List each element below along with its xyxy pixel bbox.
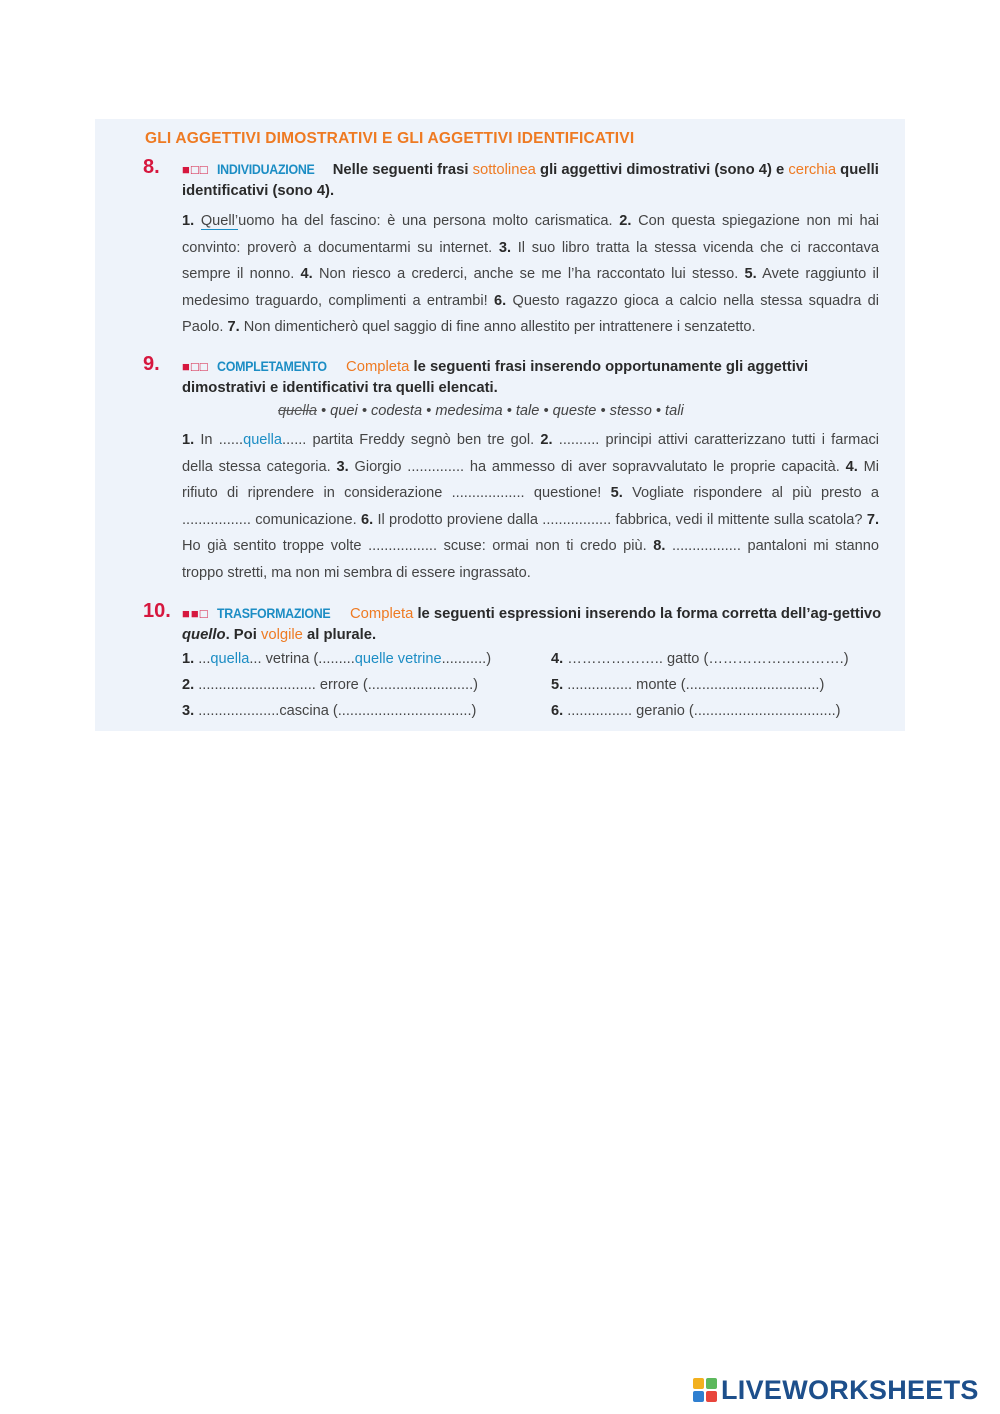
logo-text: LIVEWORKSHEETS: [721, 1374, 979, 1405]
exercise-10-row-4[interactable]: 4. ……………….. gatto (……………………….): [551, 651, 849, 667]
blank-field[interactable]: Il prodotto proviene dalla ................. fabbrica, vedi il mittente sulla scatola?: [377, 511, 863, 528]
exercise-9-sentences: 1. In ......quella...... partita Freddy segnò ben tre gol. 2. .......... principi attivi caratterizzano tutti i farmaci della stessa categoria. 3. Giorgio .............. ha ammesso di aver sopravvalutato le proprie capacità. 4. Mi rifiuto di riprendere in considerazione .................. questione! 5. Vogliate rispondere al più presto a ................. comunicazione. 6. Il prodotto proviene dalla ................. fabbrica, vedi il mittente sulla scatola? 7. Ho già sentito troppe volte ................. scuse: ormai non ti credo più. 8. ................. pantaloni mi stanno troppo stretti, ma non mi sembra di essere ingrassato.: [182, 432, 880, 581]
liveworksheets-logo[interactable]: [693, 1376, 979, 1404]
exercise-9-number: 9.: [143, 353, 160, 375]
exercise-10-row-5[interactable]: 5. ................ monte (.................................): [551, 677, 825, 693]
exercise-10-row-2[interactable]: 2. ............................. errore (..........................): [182, 677, 478, 693]
section-title: GLI AGGETTIVI DIMOSTRATIVI E GLI AGGETTIVI IDENTIFICATIVI: [145, 130, 635, 147]
exercise-9-instructions: ■□□ COMPLETAMENTO Completa le seguenti frasi inserendo opportunamente gli aggettivi dimostrativi e identificativi tra quelli elencati.: [182, 356, 882, 399]
exercise-8-sentences: 1. Quell’uomo ha del fascino: è una persona molto carismatica. 2. Con questa spiegazione non mi hai convinto: proverò a documentarmi su internet. 3. Il suo libro tratta la stessa vicenda che ci raccontava sempre il nonno. 4. Non riesco a crederci, anche se me l’ha raccontato lui stesso. 5. Avete raggiunto il medesimo traguardo, complimenti a entrambi! 6. Questo ragazzo gioca a calcio nella stessa squadra di Paolo. 7. Non dimenticherò quel saggio di fine anno allestito per intrattenere i senzatetto.: [182, 213, 880, 335]
difficulty-icon: ■□□: [182, 359, 209, 374]
exercise-10-row-3[interactable]: 3. ....................cascina (.................................): [182, 703, 477, 719]
exercise-10-row-6[interactable]: 6. ................ geranio (...................................): [551, 703, 841, 719]
blank-field[interactable]: Giorgio .............. ha ammesso di aver sopravvalutato le proprie capacità.: [354, 458, 840, 475]
word-bank: quella • quei • codesta • medesima • tale • queste • stesso • tali: [278, 403, 684, 419]
difficulty-icon: ■□□: [182, 162, 209, 177]
exercise-10-instructions: ■■□ TRASFORMAZIONE Completa le seguenti espressioni inserendo la forma corretta dell’ag-gettivo quello. Poi volgile al plurale.: [182, 603, 882, 646]
exercise-8-instructions: ■□□ INDIVIDUAZIONE Nelle seguenti frasi sottolinea gli aggettivi dimostrativi (sono 4) e cerchia quelli identificativi (sono 4).: [182, 159, 882, 202]
blank-field[interactable]: Vogliate rispondere al più presto a ................. comunicazione.: [182, 485, 879, 528]
exercise-10-row-1[interactable]: 1. ...quella... vetrina (.........quelle vetrine...........): [182, 651, 492, 667]
exercise-tag: COMPLETAMENTO: [216, 359, 327, 374]
underlined-answer[interactable]: Quell’: [200, 213, 239, 229]
exercise-10-number: 10.: [143, 600, 171, 622]
filled-answer[interactable]: quella: [243, 432, 283, 448]
exercise-tag: TRASFORMAZIONE: [216, 606, 330, 621]
exercise-tag: INDIVIDUAZIONE: [216, 162, 315, 177]
exercise-8-number: 8.: [143, 156, 160, 178]
blank-field[interactable]: Mi rifiuto di riprendere in considerazione .................. questione!: [182, 458, 879, 501]
difficulty-icon: ■■□: [182, 606, 209, 621]
blank-field[interactable]: Ho già sentito troppe volte ................. scuse: ormai non ti credo più.: [182, 538, 647, 554]
logo-icon: [693, 1378, 717, 1402]
blank-field[interactable]: ................. pantaloni mi stanno troppo stretti, ma non mi sembra di essere ingrassato.: [182, 538, 880, 581]
blank-field[interactable]: .......... principi attivi caratterizzano tutti i farmaci della stessa categoria.: [182, 432, 879, 475]
